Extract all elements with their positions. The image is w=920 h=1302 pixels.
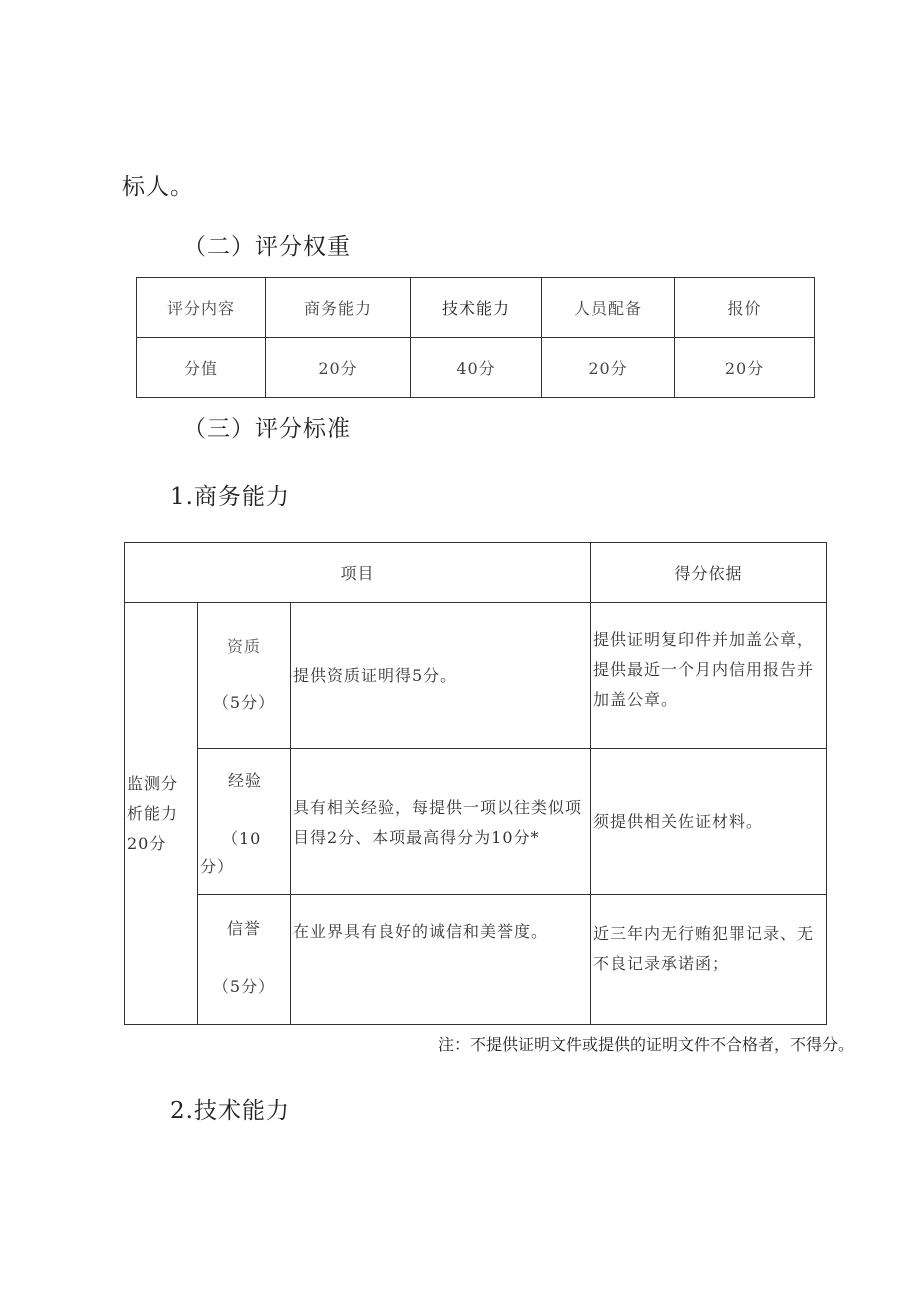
heading-technical-capability: 2.技术能力	[170, 1098, 290, 1124]
value-cell: 40分	[411, 338, 542, 398]
sub-item-cell	[198, 749, 291, 895]
category-label: 析能力	[127, 803, 179, 823]
sub-item-score: 分）	[200, 857, 235, 876]
heading-business-capability: 1.商务能力	[170, 484, 290, 510]
criteria-cell	[291, 749, 591, 895]
table-row	[125, 603, 827, 749]
header-item: 项目	[125, 543, 591, 603]
header-cell: 人员配备	[542, 278, 675, 338]
heading-scoring-weight: （二）评分权重	[183, 234, 351, 260]
paragraph-continuation: 标人。	[122, 174, 194, 200]
criteria-cell	[291, 895, 591, 1025]
basis-cell	[591, 603, 827, 749]
heading-scoring-criteria: （三）评分标准	[183, 416, 351, 442]
table-row	[137, 278, 815, 338]
criteria-text: 提供资质证明得5分。	[293, 666, 458, 685]
sub-item-name: 信誉	[226, 919, 261, 938]
sub-item-score: （5分）	[212, 693, 276, 712]
basis-cell	[591, 749, 827, 895]
value-cell: 20分	[266, 338, 411, 398]
value-cell: 20分	[542, 338, 675, 398]
category-score: 20分	[127, 833, 167, 853]
category-cell	[125, 603, 198, 1025]
header-cell: 技术能力	[411, 278, 542, 338]
sub-item-cell	[198, 895, 291, 1025]
table-note: 注：不提供证明文件或提供的证明文件不合格者，不得分。	[437, 1035, 854, 1054]
sub-item-name: 经验	[227, 771, 262, 790]
table-row	[125, 895, 827, 1025]
criteria-text: 在业界具有良好的诚信和美誉度。	[293, 922, 549, 941]
header-basis: 得分依据	[591, 543, 827, 603]
basis-text: 提供证明复印件并加盖公章，提供最近一个月内信用报告并加盖公章。	[593, 630, 815, 709]
value-cell: 20分	[675, 338, 815, 398]
scoring-weight-table	[136, 277, 815, 398]
sub-item-score: （10	[222, 829, 262, 848]
category-label: 监测分	[127, 773, 179, 793]
value-cell: 分值	[137, 338, 266, 398]
business-capability-table	[124, 542, 827, 1025]
basis-text: 须提供相关佐证材料。	[593, 811, 764, 831]
header-cell: 商务能力	[266, 278, 411, 338]
table-row	[125, 749, 827, 895]
criteria-cell	[291, 603, 591, 749]
header-cell: 报价	[675, 278, 815, 338]
table-row	[125, 543, 827, 603]
basis-cell	[591, 895, 827, 1025]
table-row	[137, 338, 815, 398]
sub-item-score: （5分）	[212, 977, 276, 996]
sub-item-name: 资质	[226, 637, 261, 656]
sub-item-cell	[198, 603, 291, 749]
basis-text: 近三年内无行贿犯罪记录、无不良记录承诺函；	[593, 924, 815, 973]
header-cell: 评分内容	[137, 278, 266, 338]
criteria-text: 具有相关经验，每提供一项以往类似项目得2分、本项最高得分为10分*	[293, 798, 583, 847]
